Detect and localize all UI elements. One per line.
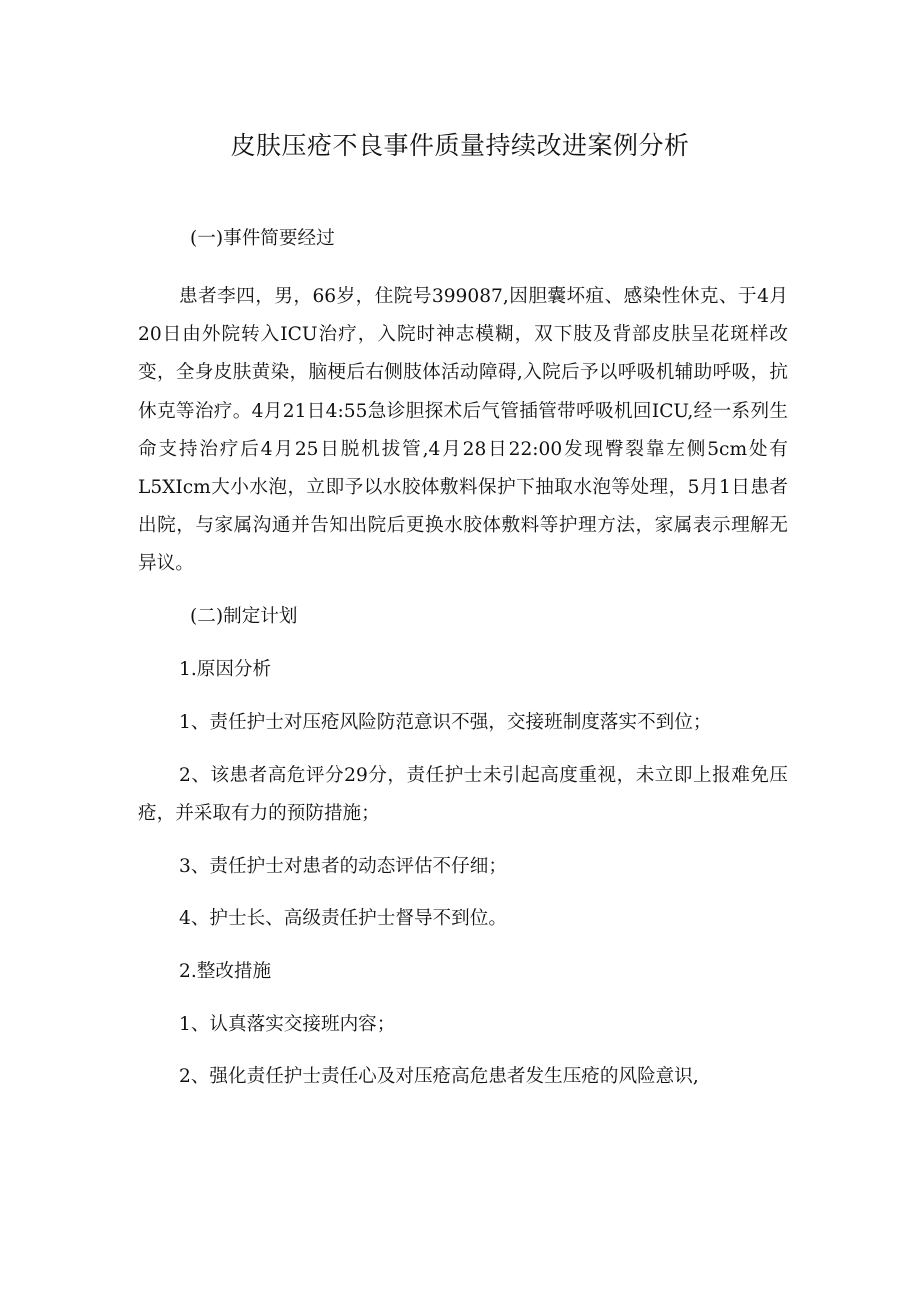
measure-item: 2、强化责任护士责任心及对压疮高危患者发生压疮的风险意识,: [179, 1066, 699, 1088]
section1-heading: (一)事件简要经过: [190, 228, 335, 249]
measure-item: 1、认真落实交接班内容；: [179, 1013, 396, 1035]
measures-heading: 2.整改措施: [179, 961, 272, 983]
event-summary-paragraph: 患者李四，男，66岁，住院号399087,因胆囊坏疽、感染性休克、于4月20日由外院转入ICU治疗，入院时神志模糊，双下肢及背部皮肤呈花斑样改变，全身皮肤黄染，脑梗后右侧肢体活动障碍,入院后予以呼吸机辅助呼吸，抗休克等治疗。4月21日4:55急诊胆探术后气管插管带呼吸机回ICU,经一系列生命支持治疗后4月25日脱机拔管,4月28日22:00发现臀裂靠左侧5cm处有L5XIcm大小水泡，立即予以水胶体敷料保护下抽取水泡等处理，5月1日患者出院，与家属沟通并告知出院后更换水胶体敷料等护理方法，家属表示理解无异议。: [138, 286, 788, 575]
section2-heading: (二)制定计划: [190, 606, 298, 628]
cause-item: 2、该患者高危评分29分，责任护士未引起高度重视，未立即上报难免压疮，并采取有力的预防措施；: [138, 764, 788, 824]
document-body: [138, 220, 788, 1111]
cause-analysis-heading: 1.原因分析: [179, 659, 272, 681]
cause-item: 3、责任护士对患者的动态评估不仔细；: [179, 855, 507, 877]
cause-item: 4、护士长、高级责任护士督导不到位。: [179, 908, 507, 930]
document-title: 皮肤压疮不良事件质量持续改进案例分析: [230, 131, 690, 160]
cause-item: 1、责任护士对压疮风险防范意识不强，交接班制度落实不到位；: [179, 712, 712, 734]
